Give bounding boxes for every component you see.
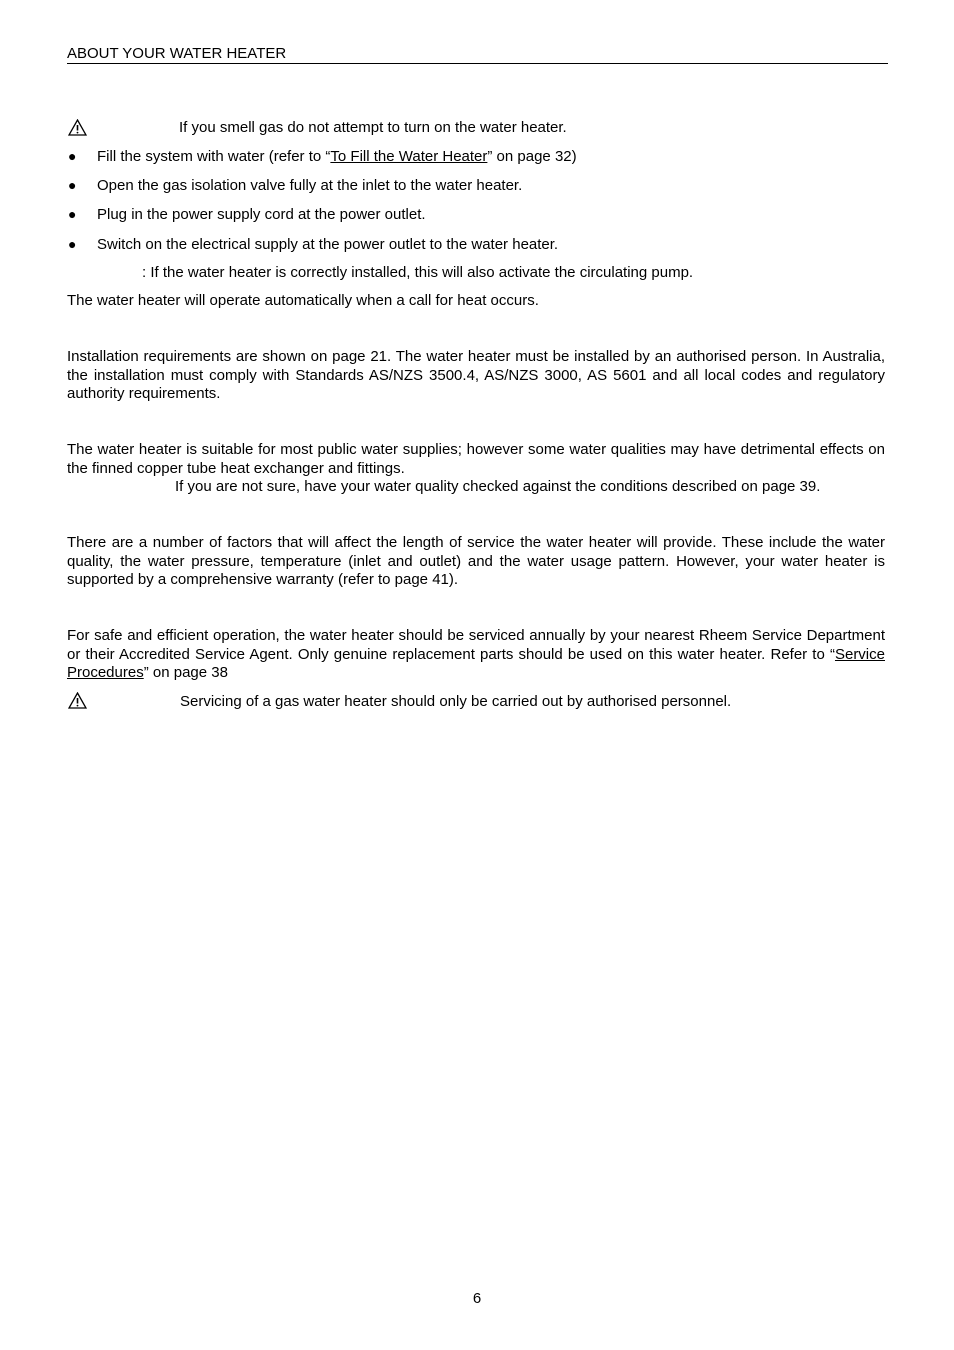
list-item: Switch on the electrical supply at the power outlet to the water heater.: [97, 236, 559, 253]
list-item: Open the gas isolation valve fully at the inlet to the water heater.: [97, 177, 523, 194]
bullet-icon: ●: [68, 206, 77, 222]
page-number: 6: [472, 1290, 482, 1307]
gas-warning-text: If you smell gas do not attempt to turn on the water heater.: [179, 119, 567, 136]
water-quality-note: If you are not sure, have your water quality checked against the conditions described on page 39.: [175, 478, 821, 495]
bullet-icon: ●: [68, 148, 77, 164]
service-procedures-link[interactable]: Service Procedures: [67, 645, 885, 681]
servicing-warning-text: Servicing of a gas water heater should only be carried out by authorised personnel.: [180, 693, 732, 710]
installation-paragraph: Installation requirements are shown on page 21. The water heater must be installed by an authorised person. In Australia, the installation must comply with Standards AS/NZS 3500.4, AS/NZS 3000, AS 5601 and all local codes and regulatory authority requirements.: [67, 348, 885, 402]
warning-icon: [68, 692, 88, 710]
page-header: ABOUT YOUR WATER HEATER: [67, 45, 888, 64]
water-supply-paragraph: The water heater is suitable for most public water supplies; however some water qualities may have detrimental effects on the finned copper tube heat exchanger and fittings.: [67, 441, 885, 477]
list-item: Fill the system with water (refer to “To Fill the Water Heater” on page 32): [97, 148, 577, 165]
pump-note: : If the water heater is correctly installed, this will also activate the circulating pump.: [142, 264, 694, 281]
bullet-icon: ●: [68, 177, 77, 193]
bullet-icon: ●: [68, 236, 77, 252]
list-item: Plug in the power supply cord at the power outlet.: [97, 206, 426, 223]
warning-icon: [68, 119, 88, 137]
servicing-paragraph: For safe and efficient operation, the water heater should be serviced annually by your nearest Rheem Service Department or their Accredited Service Agent. Only genuine replacement parts should be used on this water heater. Refer to “Service Procedures” on page 38: [67, 627, 885, 681]
service-life-paragraph: There are a number of factors that will affect the length of service the water heater will provide. These include the water quality, the water pressure, temperature (inlet and outlet) and the water usage pattern. However, your water heater is supported by a comprehensive warranty (refer to page 41).: [67, 534, 885, 588]
fill-heater-link[interactable]: To Fill the Water Heater: [330, 148, 488, 165]
operate-text: The water heater will operate automatically when a call for heat occurs.: [67, 292, 539, 309]
